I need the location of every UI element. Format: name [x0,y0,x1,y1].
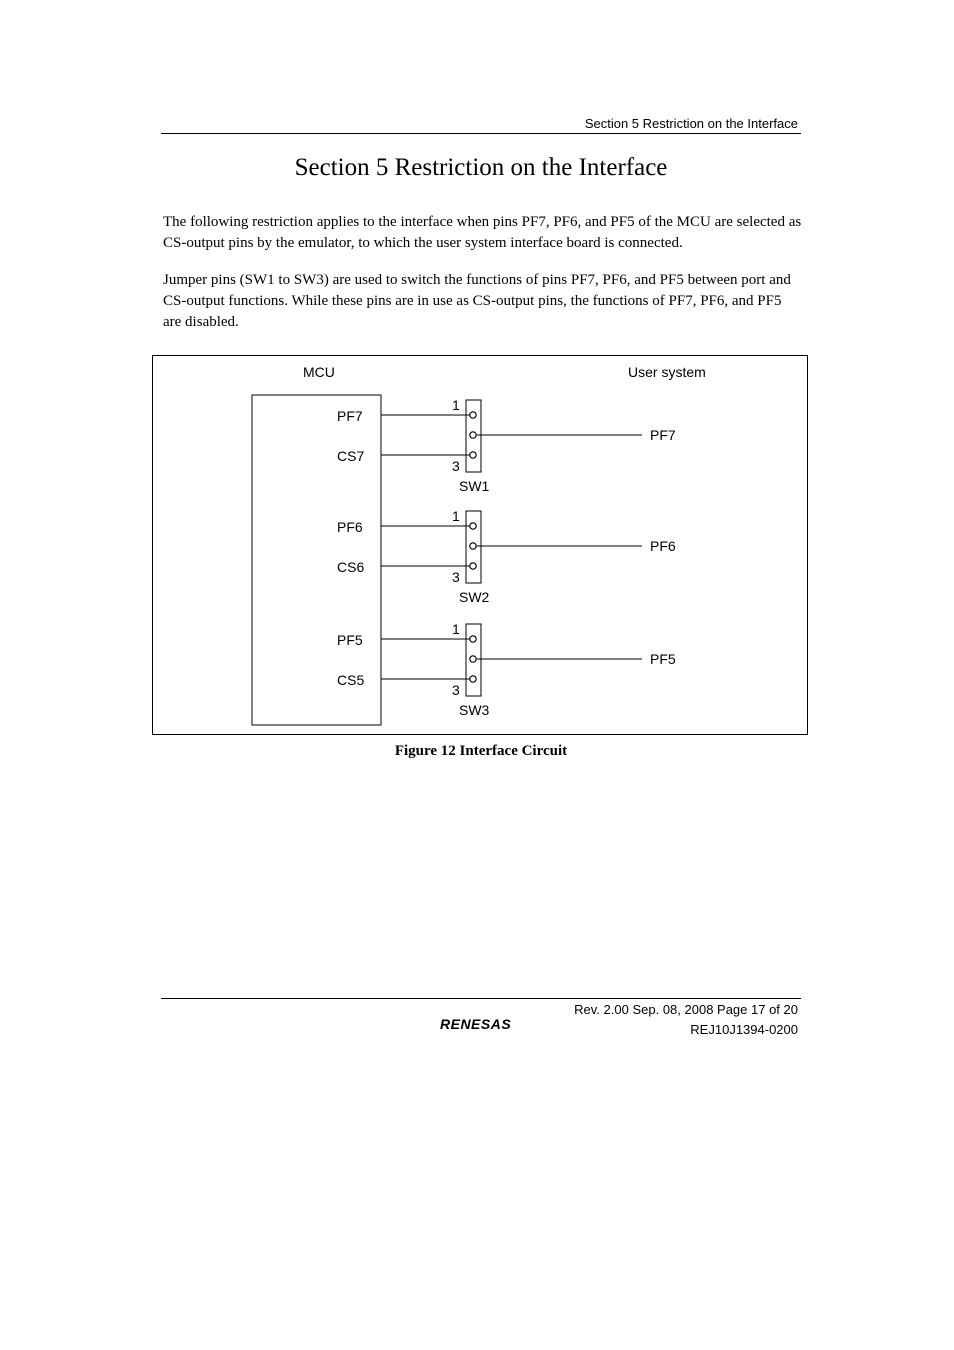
renesas-logo-mark: RENESAS [440,1016,512,1032]
switch-group-sw3 [337,621,676,718]
header-rule [161,133,801,134]
pin-number-label: 1 [452,397,460,413]
footer-doc-id: REJ10J1394-0200 [690,1022,798,1037]
pin-number-label: 1 [452,621,460,637]
mcu-pin-label: CS6 [337,559,365,575]
footer-rule [161,998,801,999]
pin-number-label: 3 [452,682,460,698]
jumper-pin [470,452,476,458]
interface-circuit-diagram [152,355,808,735]
pin-number-label: 1 [452,508,460,524]
mcu-label: MCU [303,364,335,380]
mcu-pin-label: PF7 [337,408,363,424]
jumper-pin [470,543,476,549]
user-system-label: User system [628,364,706,380]
pin-number-label: 3 [452,458,460,474]
user-pin-label: PF6 [650,538,676,554]
jumper-pin [470,412,476,418]
jumper-pin [470,656,476,662]
running-header: Section 5 Restriction on the Interface [584,116,798,131]
mcu-pin-label: CS7 [337,448,365,464]
page-title: Section 5 Restriction on the Interface [294,154,668,181]
jumper-pin [470,523,476,529]
mcu-pin-label: PF5 [337,632,363,648]
mcu-pin-label: CS5 [337,672,365,688]
paragraph-intro: The following restriction applies to the interface when pins PF7, PF6, and PF5 of the MCU are selected as CS-output pins by the emulator, to which the user system interface board is connected. [163,214,802,251]
user-pin-label: PF7 [650,427,676,443]
footer-revision: Rev. 2.00 Sep. 08, 2008 Page 17 of 20 [574,1002,798,1017]
switch-label: SW3 [459,702,490,718]
figure-caption: Figure 12 Interface Circuit [394,743,568,759]
jumper-pin [470,636,476,642]
switch-label: SW2 [459,589,490,605]
user-pin-label: PF5 [650,651,676,667]
jumper-pin [470,432,476,438]
switch-group-sw1 [337,397,676,494]
mcu-pin-label: PF6 [337,519,363,535]
switch-label: SW1 [459,478,490,494]
jumper-pin [470,676,476,682]
jumper-pin [470,563,476,569]
switch-group-sw2 [337,508,676,605]
pin-number-label: 3 [452,569,460,585]
renesas-logo [438,1011,560,1033]
paragraph-jumper: Jumper pins (SW1 to SW3) are used to switch the functions of pins PF7, PF6, and PF5 between port and CS-output functions. While these pins are in use as CS-output pins, the functions of PF7, PF6, and PF5 are disabled. [163,272,791,330]
